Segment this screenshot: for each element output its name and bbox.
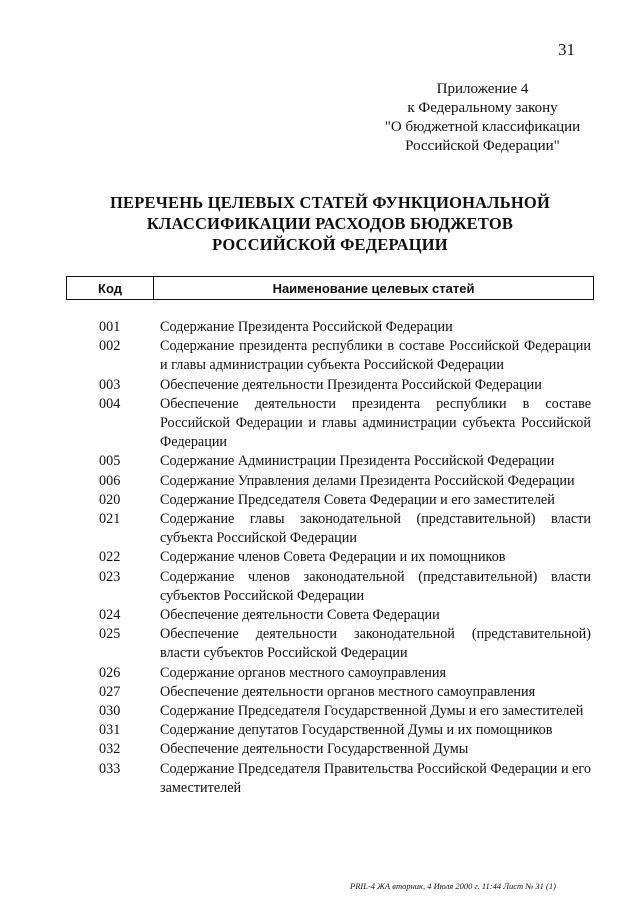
row-name: Обеспечение деятельности Президента Российской Федерации [160,376,542,393]
row-code: 002 [99,338,121,355]
table-row [99,740,591,759]
row-name: Содержание органов местного самоуправления [160,664,447,681]
table-body [99,318,591,798]
row-name: Содержание президента республики в составе Российской Федерации и главы администрации субъекта Российской Федерации [160,338,591,374]
row-name: Обеспечение деятельности органов местного самоуправления [160,683,536,700]
row-code: 027 [99,683,121,700]
table-row [99,318,591,337]
title-line: ПЕРЕЧЕНЬ ЦЕЛЕВЫХ СТАТЕЙ ФУНКЦИОНАЛЬНОЙ [110,193,550,212]
row-code: 020 [99,491,121,508]
row-code: 003 [99,376,121,393]
table-row [99,721,591,740]
row-name: Обеспечение деятельности президента республики в составе Российской Федерации и главы администрации субъекта Российской Федерации [160,395,591,451]
row-code: 023 [99,568,121,585]
row-name: Содержание членов законодательной (представительной) власти субъектов Российской Федерации [160,568,591,604]
title-line: РОССИЙСКОЙ ФЕДЕРАЦИИ [212,235,448,254]
row-code: 024 [99,607,121,624]
annex-line: к Федеральному закону [407,100,558,116]
row-code: 031 [99,722,121,739]
header-code: Код [67,277,154,299]
table-row [99,548,591,567]
row-name: Обеспечение деятельности Совета Федерации [160,607,440,624]
annex-block [355,80,610,156]
row-name: Содержание Управления делами Президента Российской Федерации [160,472,575,489]
row-name: Обеспечение деятельности законодательной (представительной) власти субъектов Российской Федерации [160,626,591,662]
row-name: Содержание депутатов Государственной Думы и их помощников [160,722,553,739]
table-row [99,760,591,798]
row-code: 032 [99,741,121,758]
table-row [99,337,591,375]
row-code: 005 [99,453,121,470]
table-row [99,664,591,683]
row-code: 022 [99,549,121,566]
row-code: 033 [99,760,121,777]
table-row [99,395,591,453]
row-code: 030 [99,703,121,720]
row-code: 026 [99,664,121,681]
row-name: Содержание членов Совета Федерации и их помощников [160,549,506,566]
row-name: Содержание главы законодательной (представительной) власти субъекта Российской Федерации [160,511,591,547]
document-title [100,192,560,255]
table-row [99,625,591,663]
table-header [66,276,594,300]
row-code: 025 [99,626,121,643]
annex-line: "О бюджетной классификации [384,119,581,135]
page-number: 31 [558,40,575,59]
title-line: КЛАССИФИКАЦИИ РАСХОДОВ БЮДЖЕТОВ [146,214,514,233]
table-row [99,376,591,395]
row-name: Обеспечение деятельности Государственной Думы [160,741,469,758]
header-name: Наименование целевых статей [272,280,475,296]
table-row [99,606,591,625]
table-row [99,683,591,702]
page-footer: PRIL-4 ЖА вторник, 4 Июля 2000 г. 11:44 Лист № 31 (1) [350,881,556,891]
table-row [99,452,591,471]
table-row [99,510,591,548]
table-row [99,491,591,510]
row-name: Содержание Администрации Президента Российской Федерации [160,453,555,470]
table-row [99,702,591,721]
row-name: Содержание Председателя Правительства Российской Федерации и его заместителей [160,760,591,796]
table-row [99,568,591,606]
row-code: 001 [99,319,121,335]
row-name: Содержание Президента Российской Федерации [160,319,453,335]
row-name: Содержание Председателя Совета Федерации и его заместителей [160,491,555,508]
row-code: 021 [99,511,121,528]
row-name: Содержание Председателя Государственной Думы и его заместителей [160,703,584,720]
row-code: 004 [99,395,121,412]
annex-line: Российской Федерации" [405,138,560,154]
table-row [99,472,591,491]
row-code: 006 [99,472,121,489]
annex-line: Приложение 4 [436,81,529,97]
